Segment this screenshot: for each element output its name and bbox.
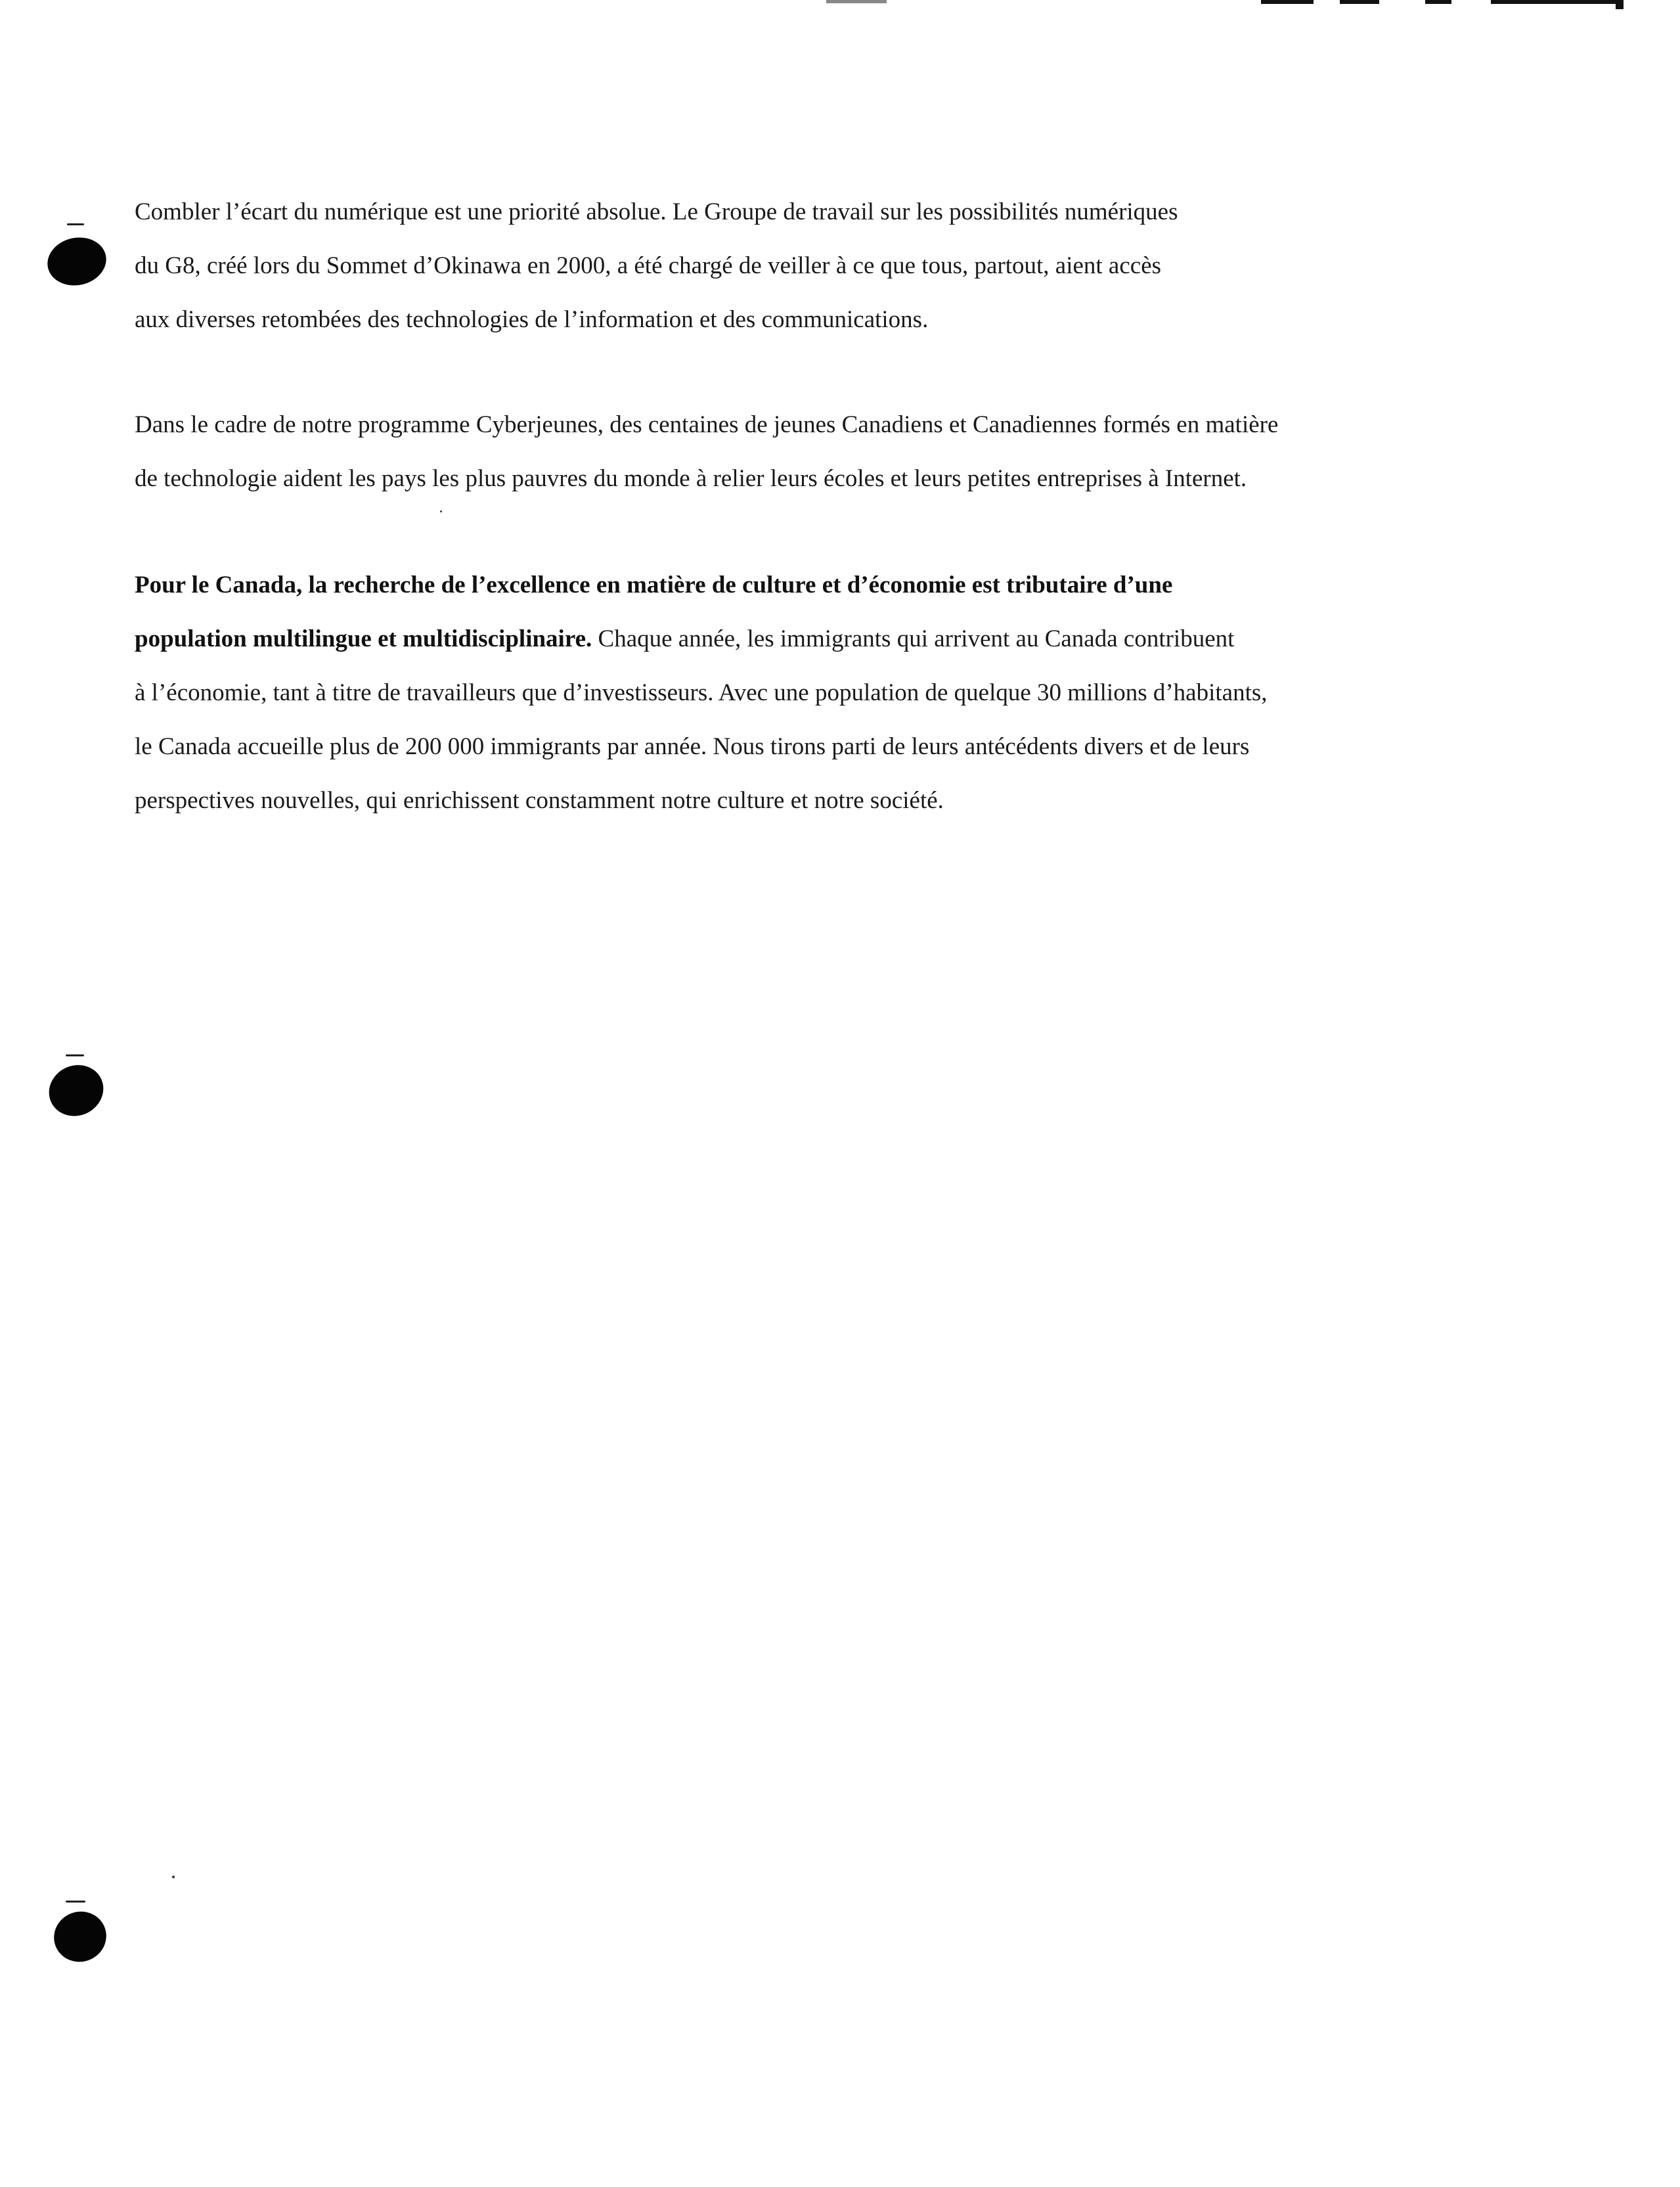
- text-line: perspectives nouvelles, qui enrichissent constamment notre culture et notre société.: [135, 787, 944, 814]
- text-line: le Canada accueille plus de 200 000 immigrants par année. Nous tirons parti de leurs antécédents divers et de leurs: [135, 733, 1250, 760]
- bold-lead-end: population multilingue et multidisciplinaire.: [135, 625, 592, 652]
- scan-artifact: [1616, 0, 1624, 9]
- scan-speck: [172, 1876, 175, 1878]
- scan-artifact: [826, 0, 887, 3]
- bold-lead-line: Pour le Canada, la recherche de l’excellence en matière de culture et d’économie est tributaire d’une: [135, 572, 1173, 598]
- scan-artifact: [1576, 0, 1616, 4]
- text-line: de technologie aident les pays les plus pauvres du monde à relier leurs écoles et leurs petites entreprises à Internet.: [135, 465, 1247, 492]
- punch-hole: [41, 1056, 112, 1125]
- punch-hole: [47, 1905, 113, 1970]
- text-line: Dans le cadre de notre programme Cyberjeunes, des centaines de jeunes Canadiens et Canadiennes formés en matière: [135, 411, 1279, 438]
- scan-artifact: [1261, 0, 1314, 4]
- punch-hole-mark: [67, 223, 84, 225]
- text-line: à l’économie, tant à titre de travailleurs que d’investisseurs. Avec une population de quelque 30 millions d’habitants,: [135, 679, 1268, 706]
- punch-hole: [43, 232, 110, 290]
- text-line-rest: Chaque année, les immigrants qui arrivent au Canada contribuent: [592, 625, 1235, 652]
- paragraph-cyberjeunes: [135, 398, 1514, 506]
- scan-artifact: [1425, 0, 1451, 4]
- paragraph-digital-divide: [135, 185, 1514, 347]
- punch-hole-mark: [66, 1054, 84, 1056]
- punch-hole-mark: [66, 1901, 85, 1903]
- scan-artifact: [1491, 0, 1576, 4]
- text-line: aux diverses retombées des technologies de l’information et des communications.: [135, 306, 929, 333]
- text-line: du G8, créé lors du Sommet d’Okinawa en 2000, a été chargé de veiller à ce que tous, partout, aient accès: [135, 252, 1162, 279]
- scan-speck: [440, 510, 442, 512]
- text-line: Combler l’écart du numérique est une priorité absolue. Le Groupe de travail sur les possibilités numériques: [135, 198, 1178, 225]
- text-line: [135, 612, 1514, 666]
- scan-artifact: [1340, 0, 1379, 4]
- paragraph-immigration: [135, 558, 1514, 828]
